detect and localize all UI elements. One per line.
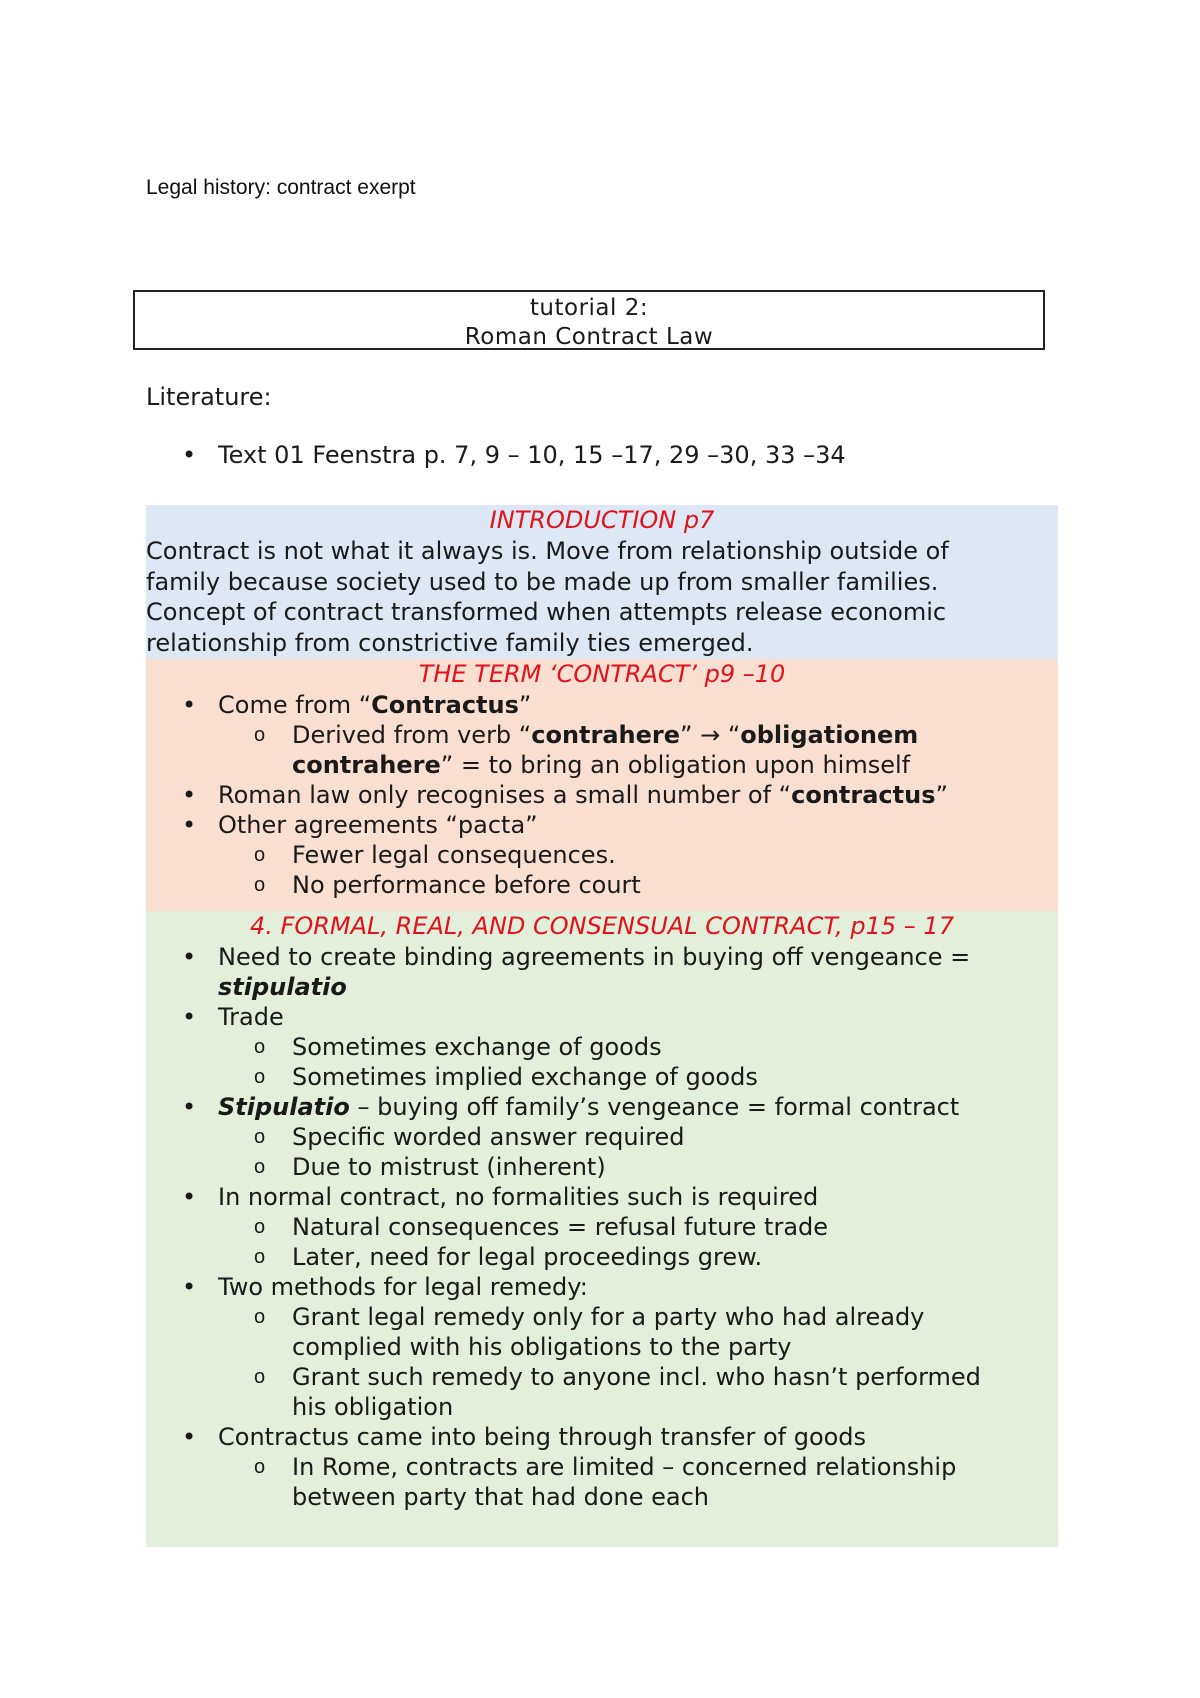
list-item: • Other agreements “pacta”	[182, 811, 538, 839]
bullet-marker: •	[182, 1183, 197, 1211]
sub-bullet-marker: o	[254, 1216, 266, 1238]
bullet-marker: •	[182, 691, 197, 719]
tutorial-topic: Roman Contract Law	[464, 324, 714, 350]
list-item: • Stipulatio – buying off family’s vengeance = formal contract	[182, 1093, 960, 1121]
sub-bullet-marker: o	[254, 1126, 266, 1148]
bullet-marker: •	[182, 811, 197, 839]
sub-list-item: o Sometimes implied exchange of goods	[254, 1063, 758, 1091]
sub-bullet-marker: o	[254, 1246, 266, 1268]
bullet-marker: •	[182, 1003, 197, 1031]
sub-bullet-marker: o	[254, 1156, 266, 1178]
bullet-marker: •	[182, 781, 197, 809]
sub-bullet-marker: o	[254, 1036, 266, 1058]
bullet-marker: •	[182, 943, 197, 971]
list-item: • Come from “Contractus”	[182, 691, 532, 719]
sub-list-item: o Specific worded answer required	[254, 1123, 685, 1151]
sub-list-item: o Grant legal remedy only for a party who had already complied with his obligations to the party	[254, 1303, 925, 1361]
sub-bullet-marker: o	[254, 844, 266, 866]
sub-bullet-marker: o	[254, 874, 266, 896]
sub-bullet-marker: o	[254, 724, 266, 746]
sub-list-item: o Natural consequences = refusal future trade	[254, 1213, 829, 1241]
paragraph-line: relationship from constrictive family ties emerged.	[146, 628, 754, 657]
term-contract-section	[146, 659, 1058, 911]
document-header: Legal history: contract exerpt	[146, 176, 416, 199]
sub-list-item: o In Rome, contracts are limited – concerned relationship between party that had done each	[254, 1453, 957, 1511]
literature-label: Literature:	[146, 383, 272, 411]
bullet-marker: •	[182, 1273, 197, 1301]
section-heading: 4. FORMAL, REAL, AND CONSENSUAL CONTRACT, p15 – 17	[250, 912, 954, 940]
sub-bullet-marker: o	[254, 1066, 266, 1088]
list-item: • Roman law only recognises a small number of “contractus”	[182, 781, 948, 809]
sub-list-item: o Sometimes exchange of goods	[254, 1033, 662, 1061]
introduction-section	[146, 505, 1058, 659]
list-item: • Trade	[182, 1003, 284, 1031]
list-item: • Two methods for legal remedy:	[182, 1273, 588, 1301]
tutorial-number: tutorial 2:	[529, 295, 649, 321]
section-heading: THE TERM ‘CONTRACT’ p9 –10	[418, 660, 786, 688]
sub-list-item: o Later, need for legal proceedings grew.	[254, 1243, 763, 1271]
sub-list-item: o Derived from verb “contrahere” → “obligationem contrahere” = to bring an obligation upon himself	[254, 721, 919, 779]
paragraph-line: family because society used to be made up from smaller families.	[146, 567, 939, 596]
formal-real-consensual-section	[146, 911, 1058, 1547]
sub-list-item: o Fewer legal consequences.	[254, 841, 616, 869]
bullet-marker: •	[182, 441, 197, 469]
sub-bullet-marker: o	[254, 1306, 266, 1328]
sub-list-item: o No performance before court	[254, 871, 641, 899]
section-heading: INTRODUCTION p7	[489, 506, 715, 534]
sub-bullet-marker: o	[254, 1366, 266, 1388]
bullet-marker: •	[182, 1093, 197, 1121]
list-item: • Need to create binding agreements in buying off vengeance = stipulatio	[182, 943, 971, 1001]
paragraph-line: Contract is not what it always is. Move from relationship outside of	[146, 537, 949, 565]
list-item: • Contractus came into being through transfer of goods	[182, 1423, 867, 1451]
paragraph-line: Concept of contract transformed when attempts release economic	[146, 598, 947, 626]
bullet-marker: •	[182, 1423, 197, 1451]
tutorial-title-box	[133, 290, 1045, 350]
sub-bullet-marker: o	[254, 1456, 266, 1478]
sub-list-item: o Grant such remedy to anyone incl. who hasn’t performed his obligation	[254, 1363, 981, 1421]
list-item: • In normal contract, no formalities such is required	[182, 1183, 819, 1211]
literature-item: • Text 01 Feenstra p. 7, 9 – 10, 15 –17, 29 –30, 33 –34	[182, 441, 846, 469]
sub-list-item: o Due to mistrust (inherent)	[254, 1153, 606, 1181]
